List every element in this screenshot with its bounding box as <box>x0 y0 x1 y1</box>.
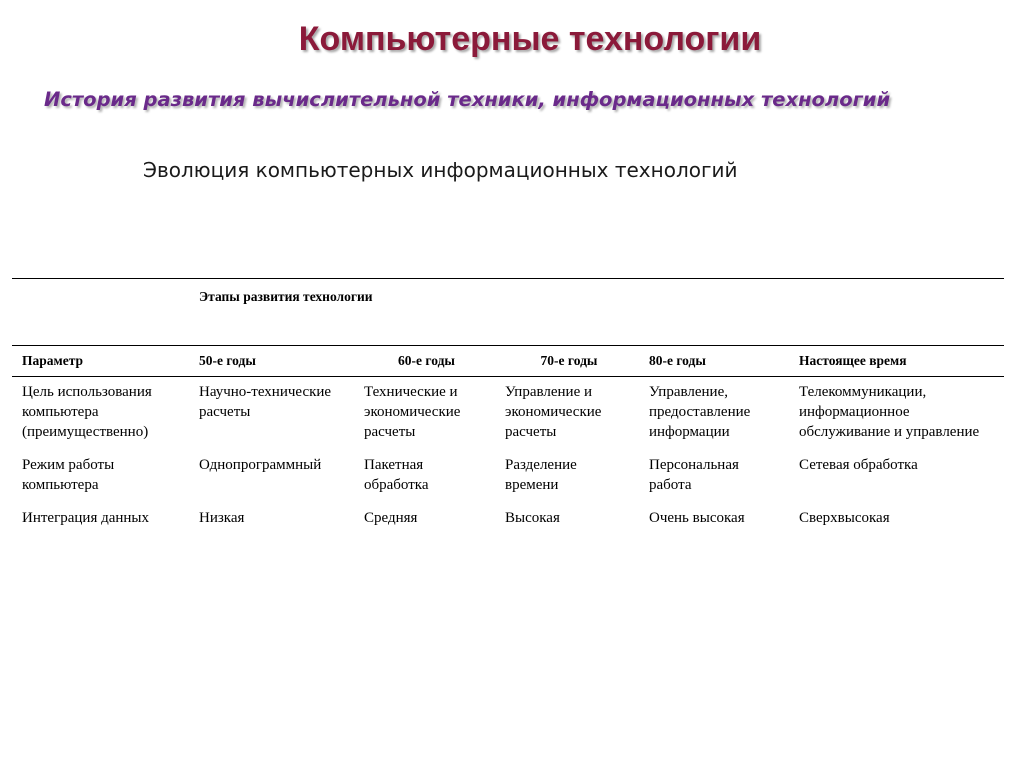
evolution-table <box>12 278 1004 536</box>
column-header-row <box>12 346 1004 377</box>
table-cell: Научно-технические расчеты <box>199 384 332 420</box>
table-cell: Низкая <box>199 510 245 526</box>
column-header: 70-е годы <box>495 346 639 377</box>
table-cell: Высокая <box>505 510 560 526</box>
table-cell: Однопрограммный <box>199 457 322 473</box>
table-title: Эволюция компьютерных информационных технологий <box>143 158 738 182</box>
column-header: Параметр <box>12 346 189 377</box>
column-header: 50-е годы <box>189 346 354 377</box>
column-header: 60-е годы <box>354 346 495 377</box>
table-cell: Персональная работа <box>649 457 739 493</box>
slide-subtitle: История развития вычислительной техники, информационных технологий <box>44 88 891 111</box>
table-cell: Управление и экономические расчеты <box>505 384 602 440</box>
table-cell: Сверхвысокая <box>799 510 890 526</box>
column-header: 80-е годы <box>639 346 789 377</box>
table-cell: Режим работы компьютера <box>22 457 115 493</box>
table-cell: Технические и экономические расчеты <box>364 384 461 440</box>
table-cell: Телекоммуникации, информационное обслуживание и управление <box>799 384 980 440</box>
table-cell: Сетевая обработка <box>799 457 918 473</box>
table-cell: Очень высокая <box>649 510 745 526</box>
table-cell: Пакетная обработка <box>364 457 429 493</box>
table-cell: Средняя <box>364 510 418 526</box>
stage-header-empty <box>12 279 189 346</box>
stages-header: Этапы развития технологии <box>189 279 1004 346</box>
table-row <box>12 503 1004 536</box>
table-cell: Разделение времени <box>505 457 577 493</box>
table-cell: Цель использования компьютера (преимущественно) <box>22 384 152 440</box>
table-row <box>12 450 1004 503</box>
column-header: Настоящее время <box>789 346 1004 377</box>
table-cell: Управление, предоставление информации <box>649 384 751 440</box>
evolution-table-container <box>12 278 1004 536</box>
stage-header-row <box>12 279 1004 346</box>
slide-title: Компьютерные технологии <box>298 20 762 58</box>
table-row <box>12 377 1004 451</box>
table-cell: Интеграция данных <box>22 510 150 526</box>
